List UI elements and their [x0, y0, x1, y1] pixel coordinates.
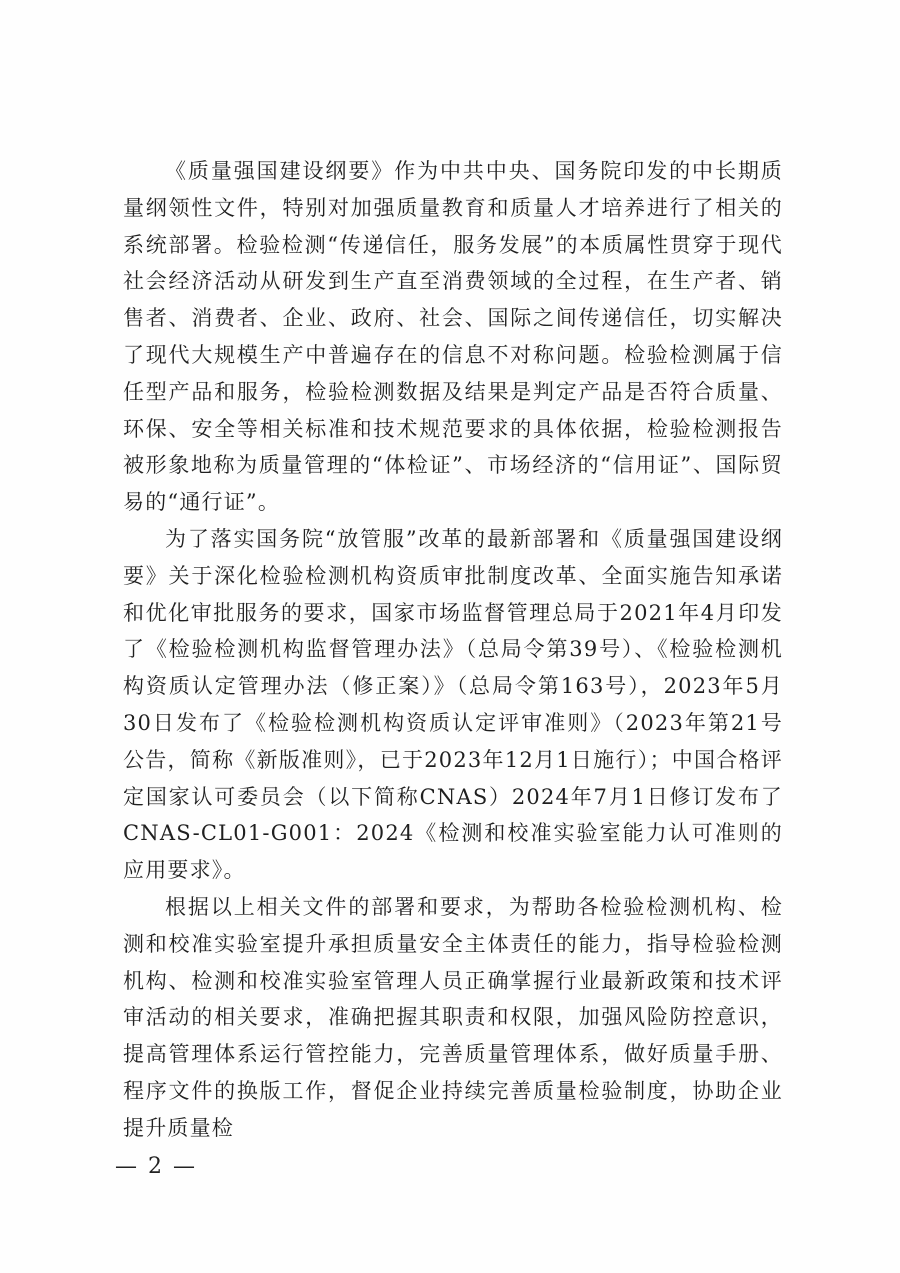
paragraph-2: 为了落实国务院“放管服”改革的最新部署和《质量强国建设纲要》关于深化检验检测机构资质审批制度改革、全面实施告知承诺和优化审批服务的要求，国家市场监督管理总局于2021年4月印发了《检验检测机构监督管理办法》（总局令第39号）、《检验检测机构资质认定管理办法（修正案）》（总局令第163号），2023年5月30日发布了《检验检测机构资质认定评审准则》（2023年第21号公告，简称《新版准则》，已于2023年12月1日施行）；中国合格评定国家认可委员会（以下简称CNAS）2024年7月1日修订发布了CNAS-CL01-G001：2024《检测和校准实验室能力认可准则的应用要求》。: [123, 526, 783, 883]
page-number: — 2 —: [115, 1154, 197, 1179]
paragraph-1: 《质量强国建设纲要》作为中共中央、国务院印发的中长期质量纲领性文件，特别对加强质量教育和质量人才培养进行了相关的系统部署。检验检测“传递信任，服务发展”的本质属性贯穿于现代社会经济活动从研发到生产直至消费领域的全过程，在生产者、销售者、消费者、企业、政府、社会、国际之间传递信任，切实解决了现代大规模生产中普遍存在的信息不对称问题。检验检测属于信任型产品和服务，检验检测数据及结果是判定产品是否符合质量、环保、安全等相关标准和技术规范要求的具体依据，检验检测报告被形象地称为质量管理的“体检证”、市场经济的“信用证”、国际贸易的“通行证”。: [123, 159, 783, 515]
document-body: [123, 153, 783, 1147]
paragraph-3: 根据以上相关文件的部署和要求，为帮助各检验检测机构、检测和校准实验室提升承担质量安全主体责任的能力，指导检验检测机构、检测和校准实验室管理人员正确掌握行业最新政策和技术评审活动的相关要求，准确把握其职责和权限，加强风险防控意识，提高管理体系运行管控能力，完善质量管理体系，做好质量手册、程序文件的换版工作，督促企业持续完善质量检验制度，协助企业提升质量检: [123, 894, 783, 1140]
